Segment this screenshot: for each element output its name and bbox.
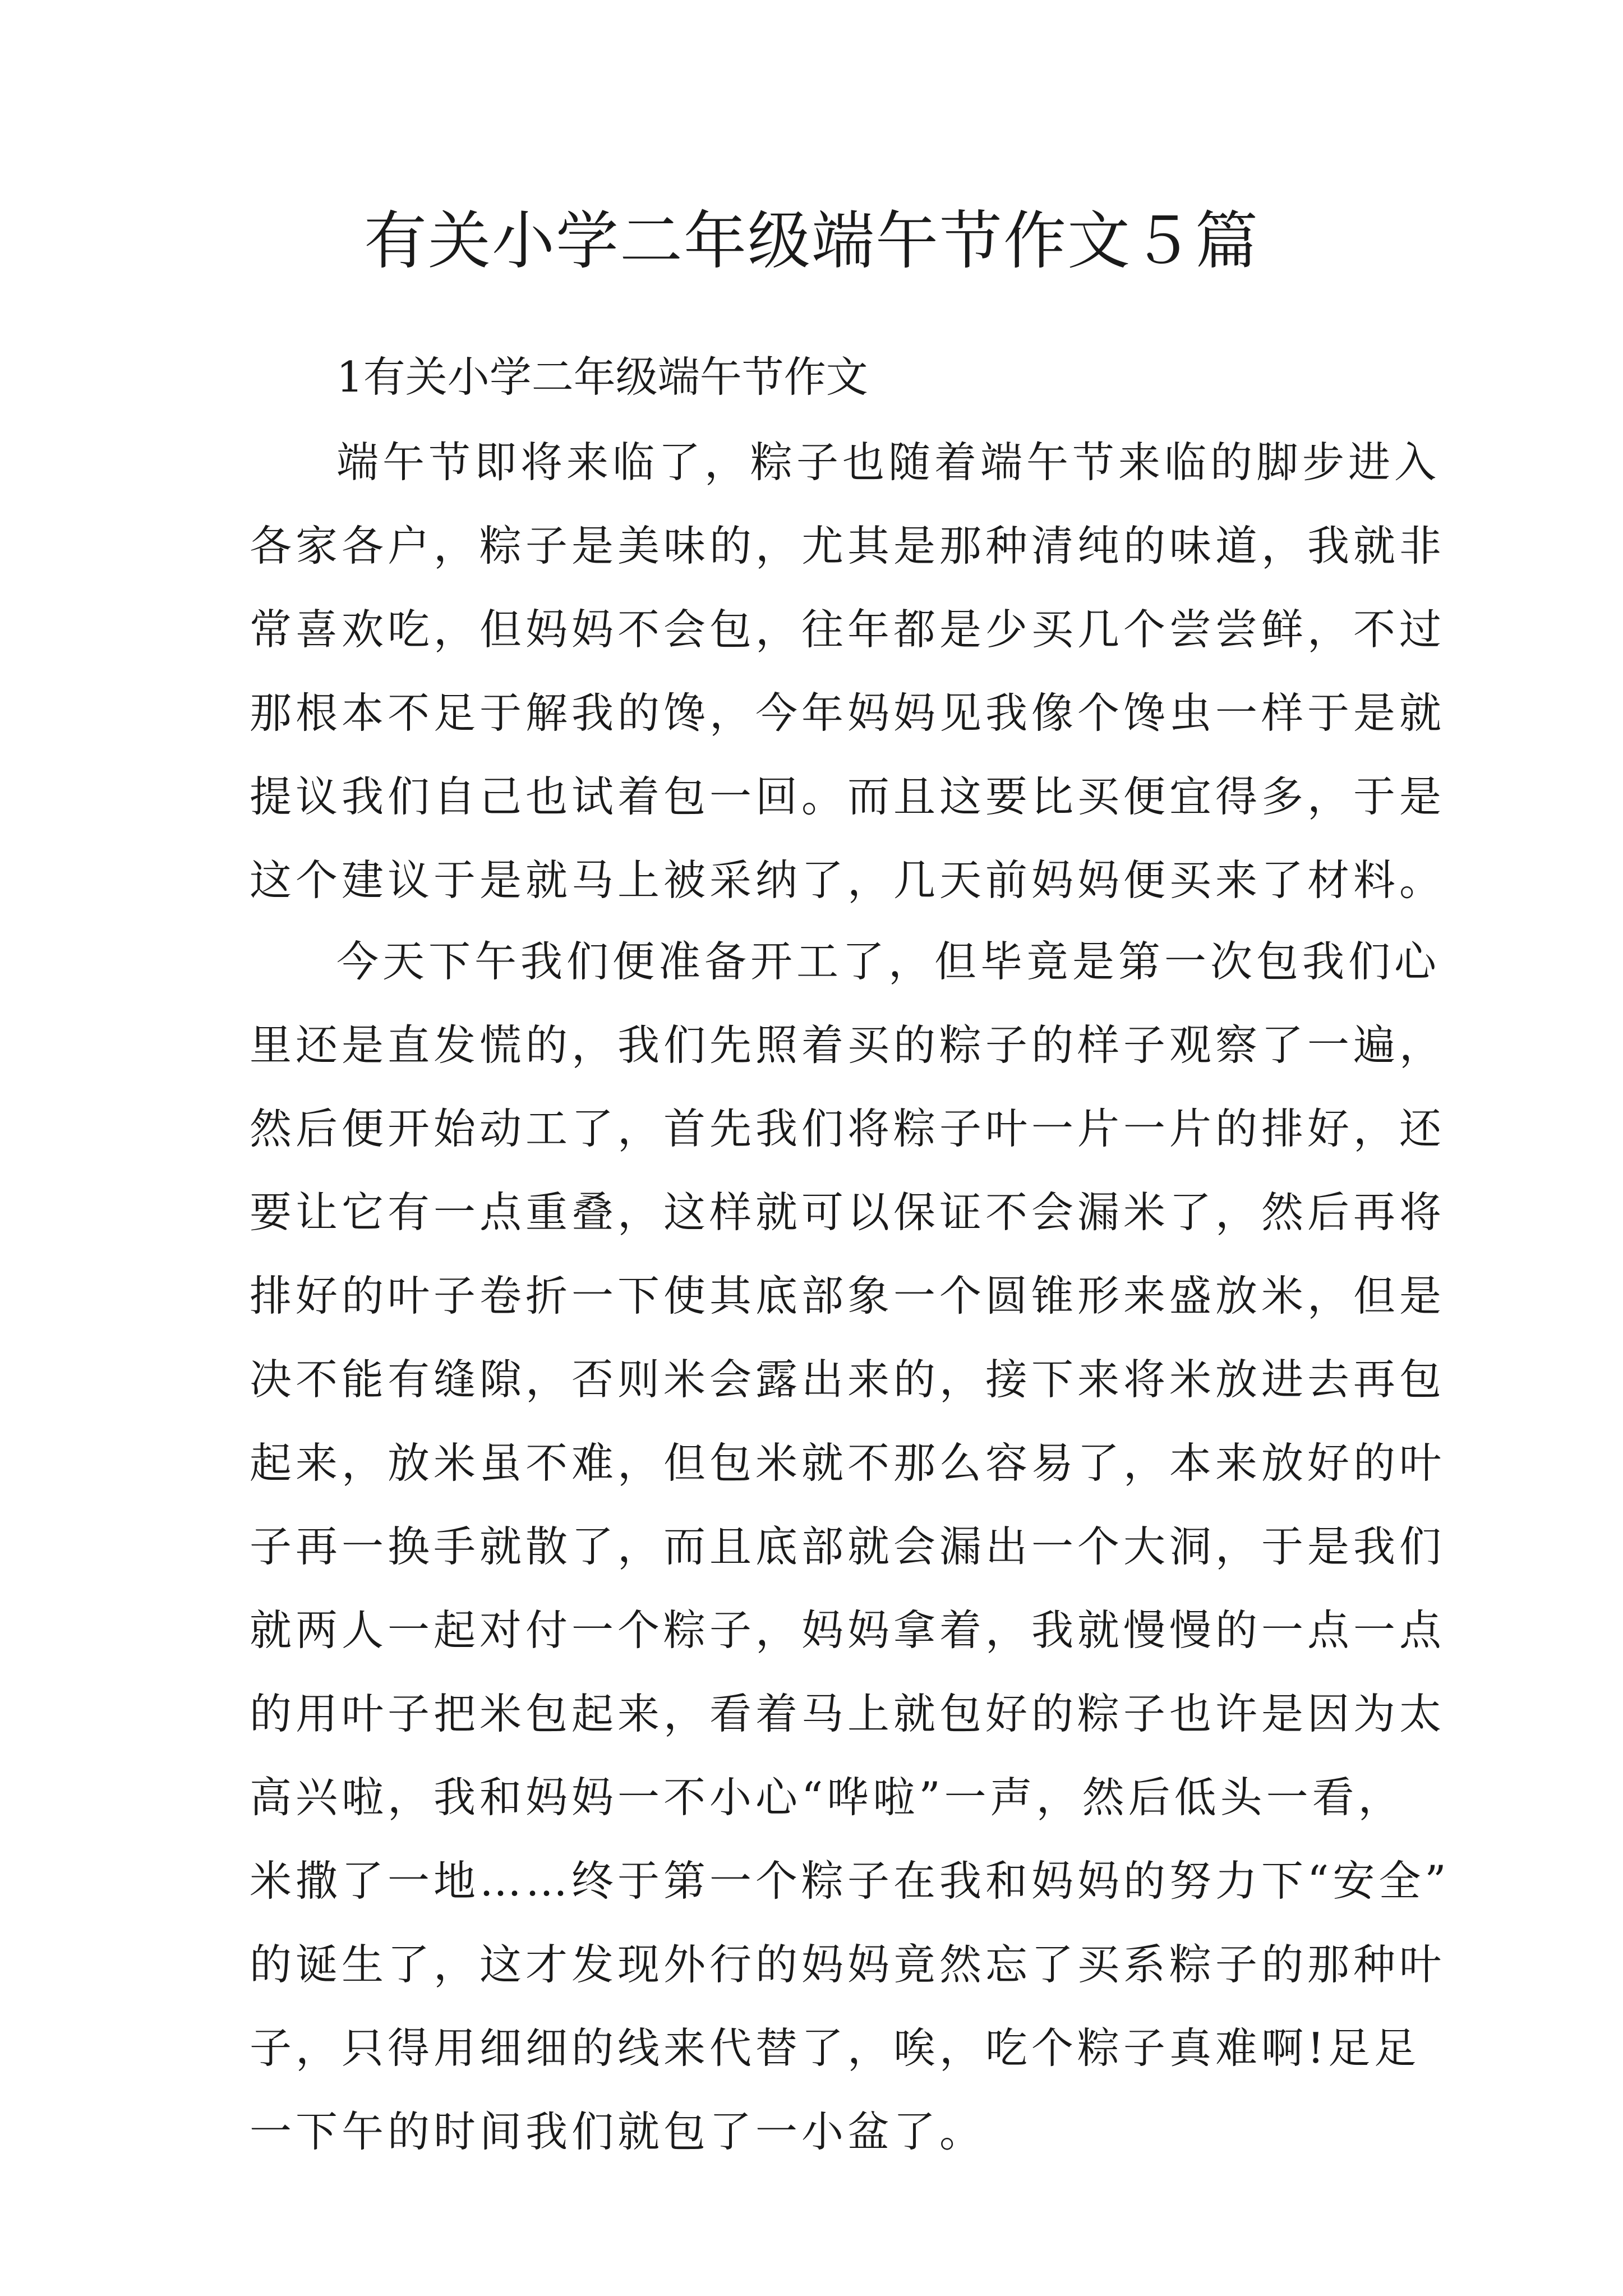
paragraph-line: 高兴啦，我和妈妈一不小心“哗啦”一声，然后低头一看， bbox=[250, 1773, 1404, 1822]
paragraph-line: 这个建议于是就马上被采纳了，几天前妈妈便买来了材料。 bbox=[250, 855, 1446, 905]
paragraph-line: 端午节即将来临了，粽子也随着端午节来临的脚步进入 bbox=[336, 438, 1441, 487]
paragraph-line: 米撒了一地……终于第一个粽子在我和妈妈的努力下“安全” bbox=[250, 1856, 1450, 1906]
document-title: 有关小学二年级端午节作文５篇 bbox=[364, 205, 1259, 278]
paragraph-2 bbox=[250, 920, 1450, 2174]
paragraph-line: 今天下午我们便准备开工了，但毕竟是第一次包我们心 bbox=[336, 937, 1441, 986]
paragraph-line: 要让它有一点重叠，这样就可以保证不会漏米了，然后再将 bbox=[250, 1188, 1446, 1237]
paragraph-line: 决不能有缝隙，否则米会露出来的，接下来将米放进去再包 bbox=[250, 1355, 1446, 1404]
paragraph-line: 子，只得用细细的线来代替了，唉，吃个粽子真难啊!足足 bbox=[250, 2023, 1421, 2073]
paragraph-line: 的用叶子把米包起来，看着马上就包好的粽子也许是因为太 bbox=[250, 1689, 1446, 1738]
paragraph-line: 然后便开始动工了，首先我们将粽子叶一片一片的排好，还 bbox=[250, 1104, 1446, 1153]
paragraph-line: 里还是直发慌的，我们先照着买的粽子的样子观察了一遍， bbox=[250, 1020, 1446, 1070]
paragraph-line: 那根本不足于解我的馋，今年妈妈见我像个馋虫一样于是就 bbox=[250, 688, 1446, 738]
paragraph-line: 就两人一起对付一个粽子，妈妈拿着，我就慢慢的一点一点 bbox=[250, 1605, 1446, 1655]
paragraph-line: 提议我们自己也试着包一回。而且这要比买便宜得多，于是 bbox=[250, 772, 1446, 821]
paragraph-line: 排好的叶子卷折一下使其底部象一个圆锥形来盛放米，但是 bbox=[250, 1271, 1446, 1320]
paragraph-line: 各家各户，粽子是美味的，尤其是那种清纯的味道，我就非 bbox=[250, 521, 1446, 570]
paragraph-line: 子再一换手就散了，而且底部就会漏出一个大洞，于是我们 bbox=[250, 1522, 1446, 1571]
paragraph-line: 一下午的时间我们就包了一小盆了。 bbox=[250, 2107, 986, 2156]
paragraph-line: 常喜欢吃，但妈妈不会包，往年都是少买几个尝尝鲜，不过 bbox=[250, 605, 1446, 654]
paragraph-1 bbox=[250, 421, 1446, 922]
paragraph-line: 的诞生了，这才发现外行的妈妈竟然忘了买系粽子的那种叶 bbox=[250, 1940, 1446, 1989]
essay-heading: 1有关小学二年级端午节作文 bbox=[336, 352, 868, 402]
paragraph-line: 起来，放米虽不难，但包米就不那么容易了，本来放好的叶 bbox=[250, 1438, 1446, 1488]
